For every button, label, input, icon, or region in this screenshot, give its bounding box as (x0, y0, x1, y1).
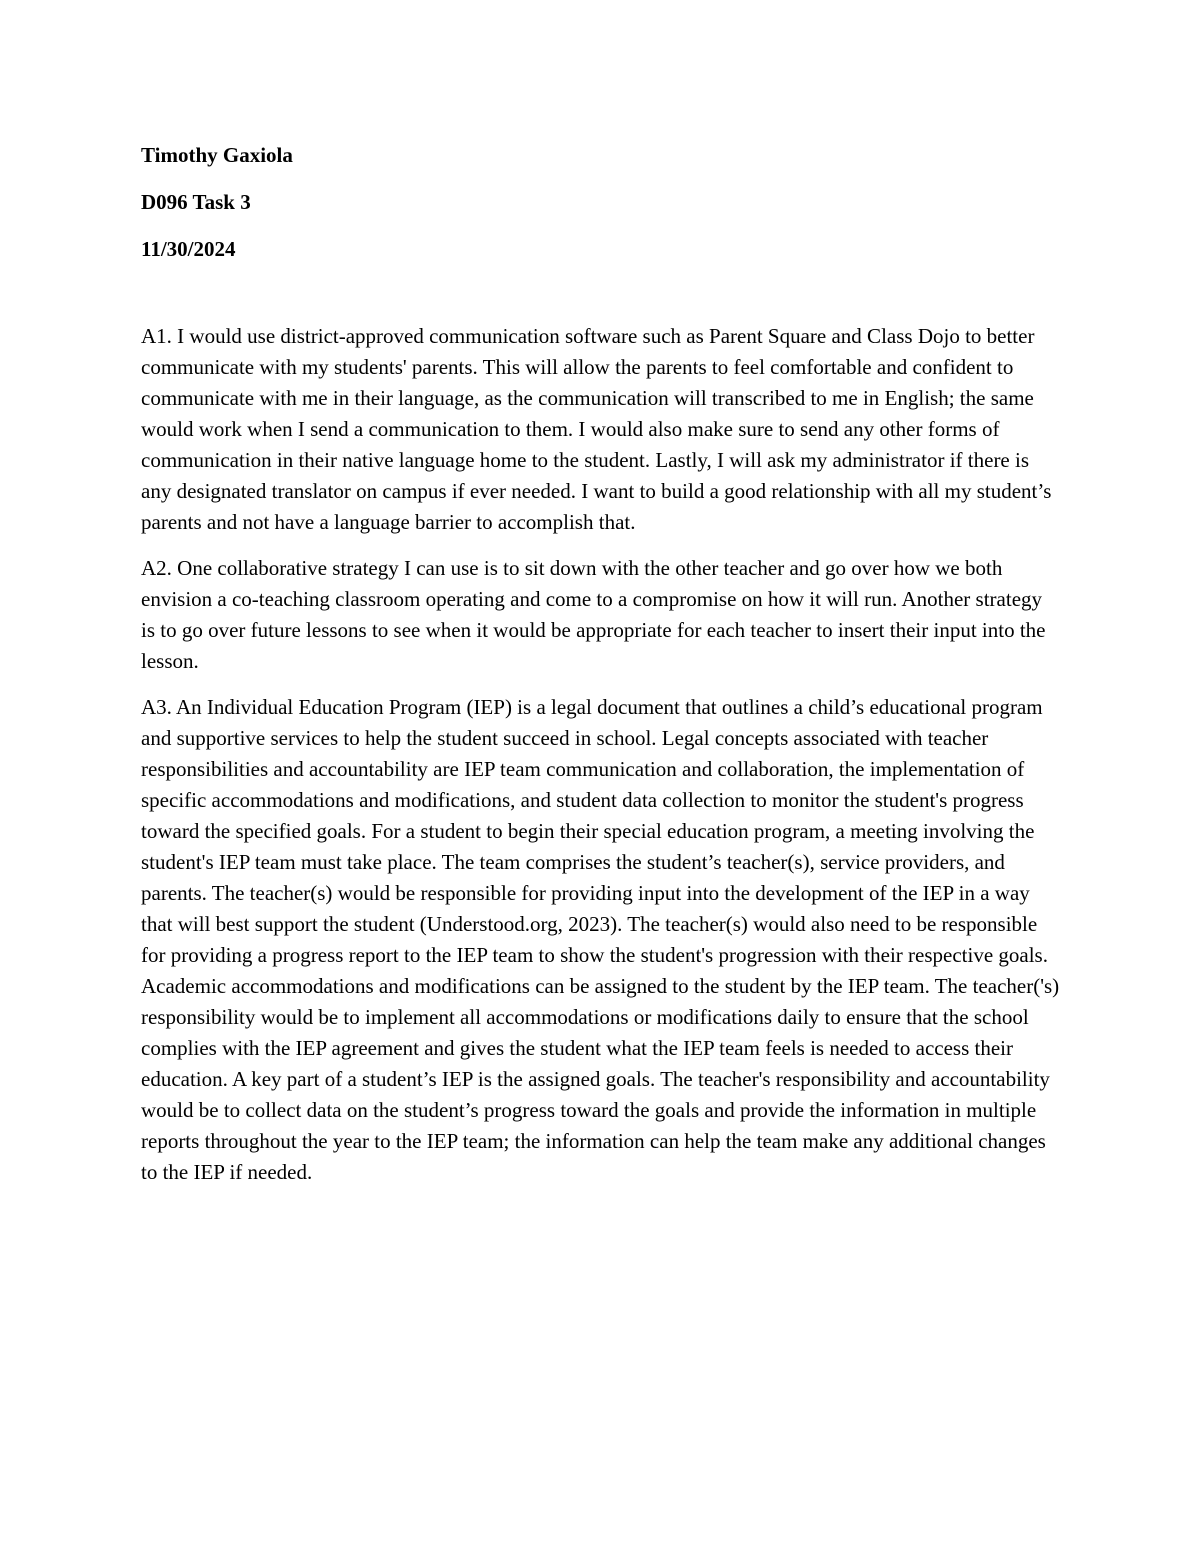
paragraph-a3: A3. An Individual Education Program (IEP) is a legal document that outlines a child’s educational program and supportive services to help the student succeed in school. Legal concepts associated with teacher responsibilities and accountability are IEP team communication and collaboration, the implementation of specific accommodations and modifications, and student data collection to monitor the student's progress toward the specified goals. For a student to begin their special education program, a meeting involving the student's IEP team must take place. The team comprises the student’s teacher(s), service providers, and parents. The teacher(s) would be responsible for providing input into the development of the IEP in a way that will best support the student (Understood.org, 2023). The teacher(s) would also need to be responsible for providing a progress report to the IEP team to show the student's progression with their respective goals. Academic accommodations and modifications can be assigned to the student by the IEP team. The teacher('s) responsibility would be to implement all accommodations or modifications daily to ensure that the school complies with the IEP agreement and gives the student what the IEP team feels is needed to access their education. A key part of a student’s IEP is the assigned goals. The teacher's responsibility and accountability would be to collect data on the student’s progress toward the goals and provide the information in multiple reports throughout the year to the IEP team; the information can help the team make any additional changes to the IEP if needed. (141, 695, 1060, 1184)
course-title: D096 Task 3 (141, 190, 251, 214)
paragraph-a1: A1. I would use district-approved communication software such as Parent Square and Class Dojo to better communicate with my students' parents. This will allow the parents to feel comfortable and confident to communicate with me in their language, as the communication will transcribed to me in English; the same would work when I send a communication to them. I would also make sure to send any other forms of communication in their native language home to the student. Lastly, I will ask my administrator if there is any designated translator on campus if ever needed. I want to build a good relationship with all my student’s parents and not have a language barrier to accomplish that. (141, 324, 1052, 534)
paragraph-a2: A2. One collaborative strategy I can use is to sit down with the other teacher and go over how we both envision a co-teaching classroom operating and come to a compromise on how it will run. Another strategy is to go over future lessons to see when it would be appropriate for each teacher to insert their input into the lesson. (141, 556, 1046, 673)
document-date: 11/30/2024 (141, 237, 236, 261)
author-name: Timothy Gaxiola (141, 143, 293, 167)
document-body (141, 140, 1061, 1203)
document-header (141, 140, 1061, 265)
